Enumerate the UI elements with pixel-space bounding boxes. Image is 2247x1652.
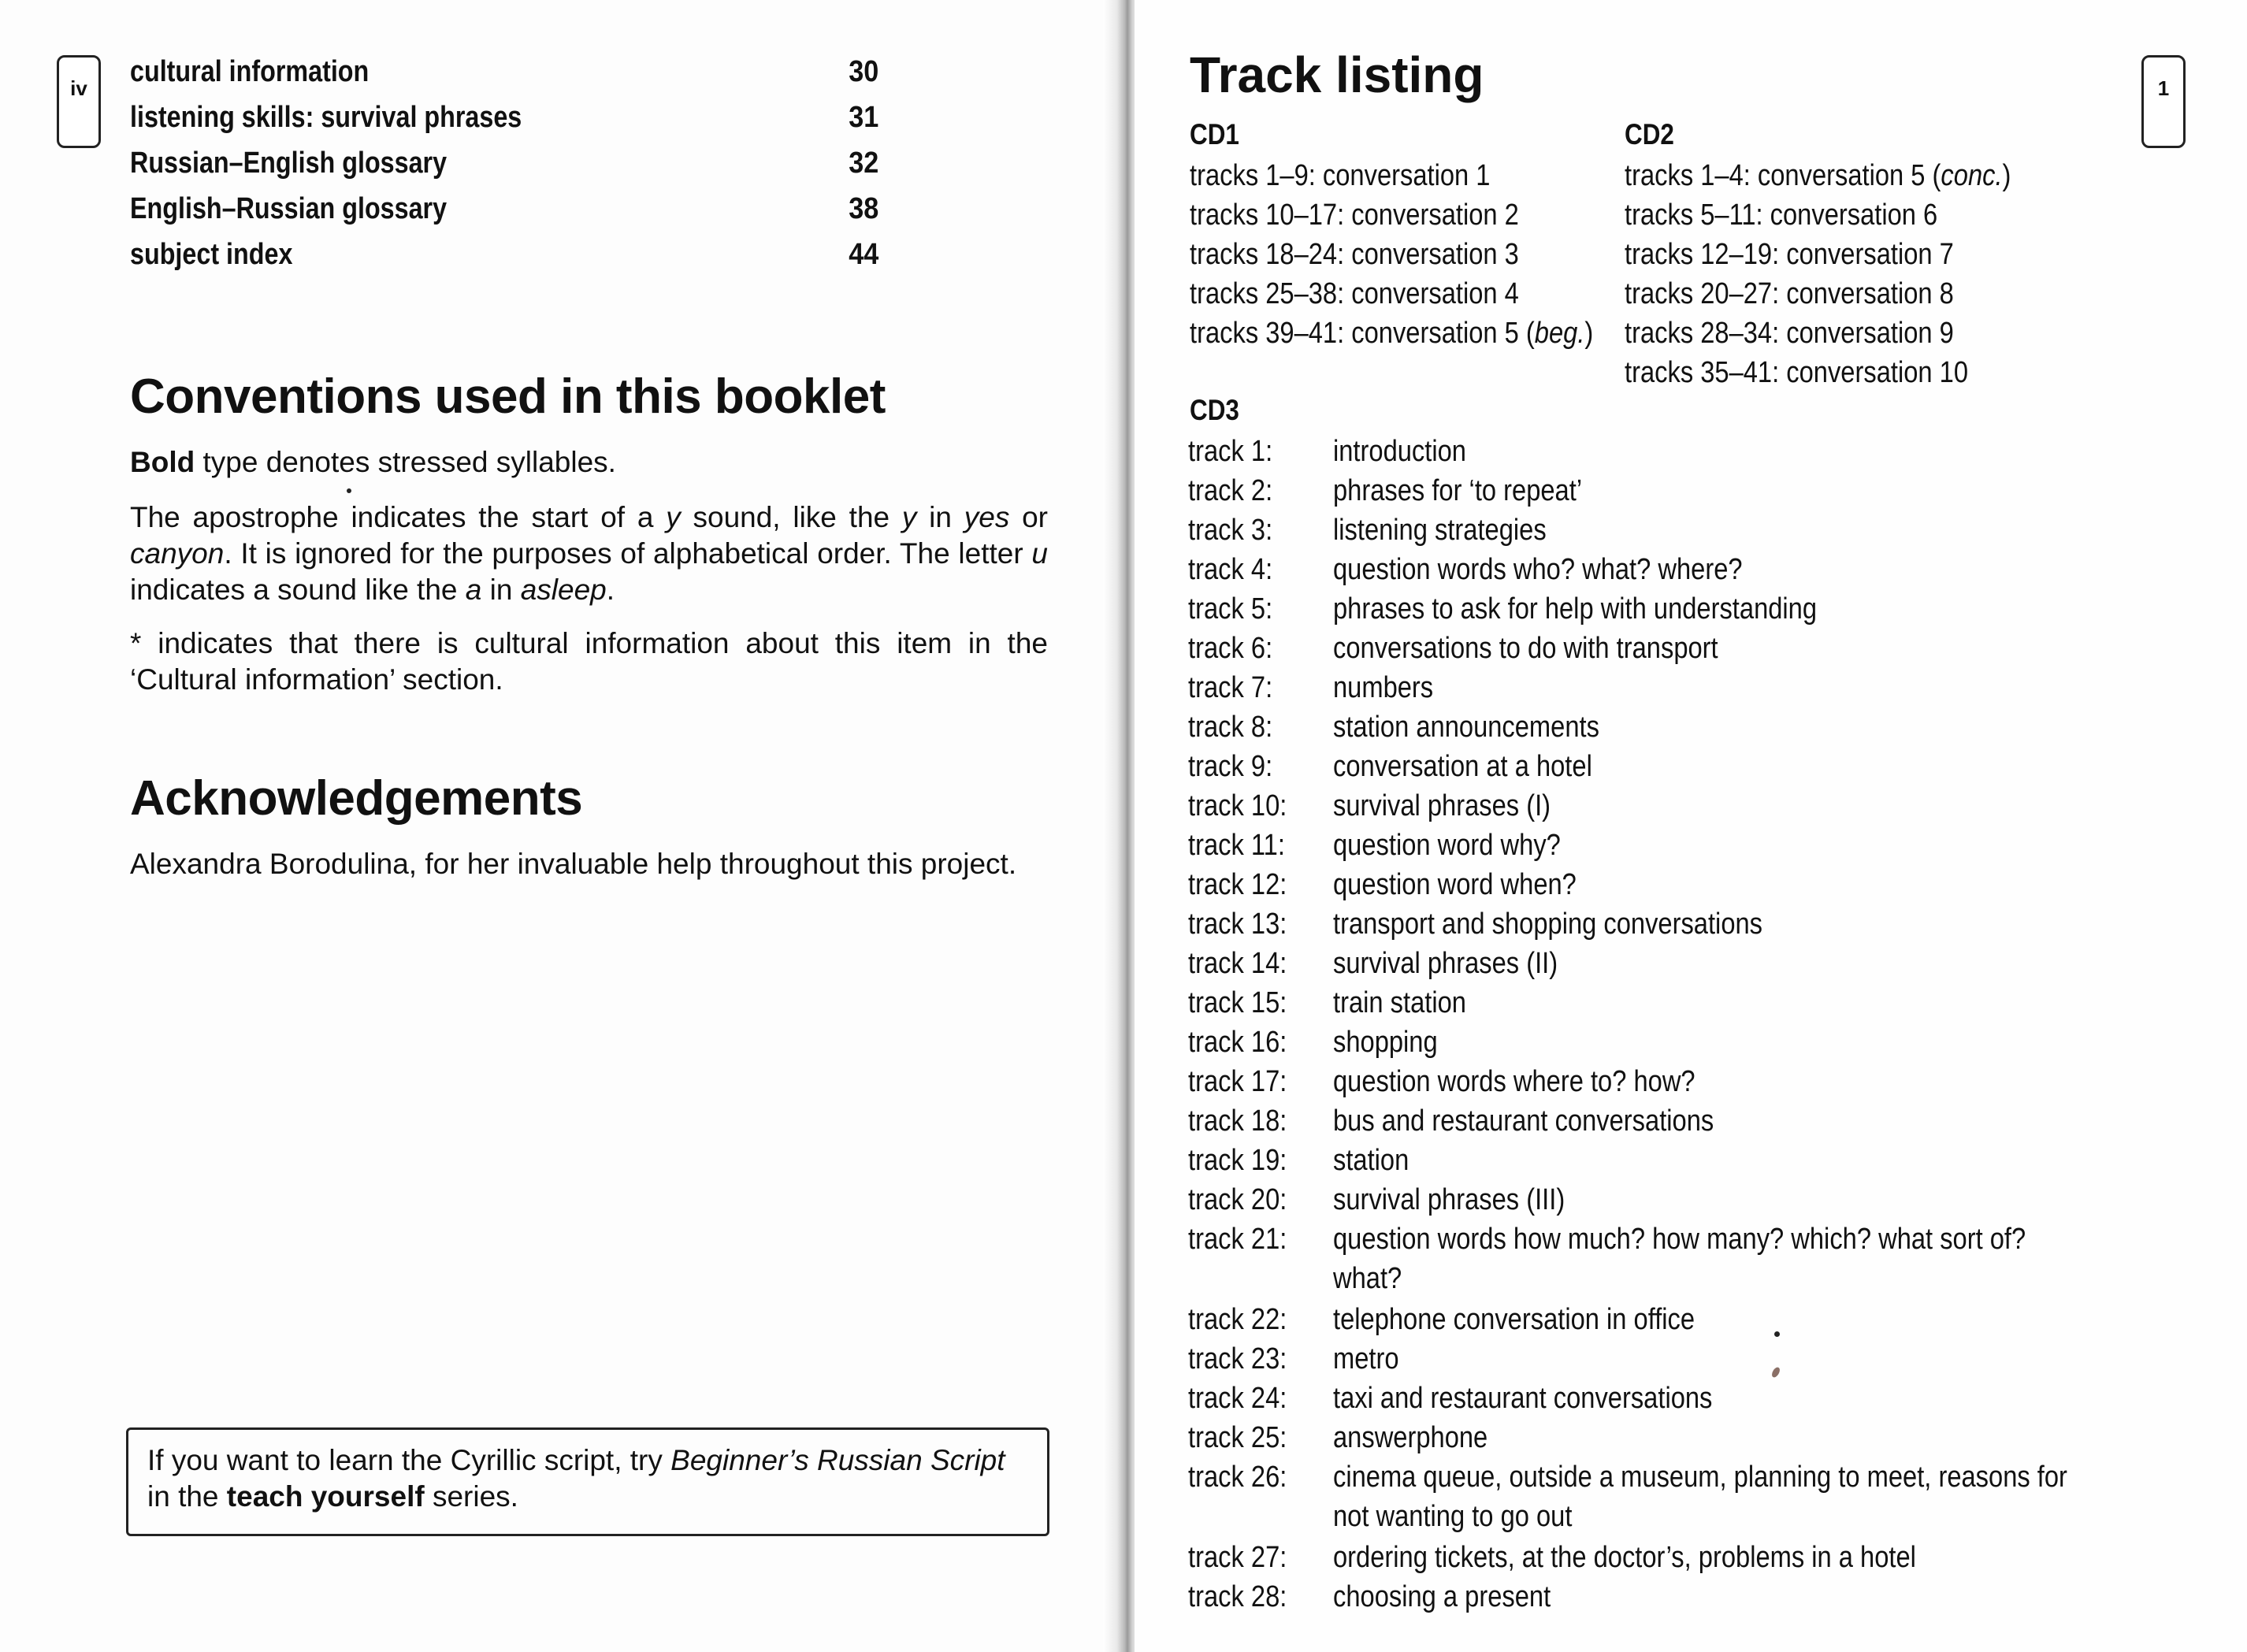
list-item: tracks 10–17: conversation 2 — [1190, 199, 1519, 232]
track-description: telephone conversation in office — [1333, 1303, 1695, 1336]
text-run: in the — [147, 1480, 227, 1513]
italic-run: conc. — [1941, 159, 2003, 192]
track-number: track 20: — [1188, 1183, 1287, 1216]
cd3-heading: CD3 — [1190, 394, 1239, 426]
table-row — [1188, 432, 2212, 471]
text-run: tracks 1–4: conversation 5 ( — [1625, 159, 1941, 192]
track-number: track 18: — [1188, 1104, 1287, 1138]
track-number: track 16: — [1188, 1026, 1287, 1059]
track-description: question words where to? how? — [1333, 1065, 1695, 1098]
track-number: track 17: — [1188, 1065, 1287, 1098]
table-row — [1188, 1300, 2212, 1339]
list-item: tracks 35–41: conversation 10 — [1625, 356, 1969, 389]
contents-entry — [130, 95, 878, 140]
track-description: survival phrases (III) — [1333, 1183, 1565, 1216]
list-item: tracks 20–27: conversation 8 — [1625, 277, 1954, 310]
text-run: The apostrophe indicates the start of a — [130, 501, 667, 533]
cyrillic-script-infobox — [126, 1427, 1049, 1536]
italic-run: a — [465, 574, 482, 606]
page-number-tab-right — [2141, 55, 2186, 148]
track-number: track 25: — [1188, 1421, 1287, 1454]
italic-run: asleep — [520, 574, 607, 606]
conventions-asterisk-note: * indicates that there is cultural information about this item in the ‘Cultural information’ section. — [130, 627, 1048, 696]
table-row — [1188, 1379, 2212, 1418]
list-item — [1190, 314, 1593, 353]
track-number: track 1: — [1188, 435, 1273, 468]
table-row — [1188, 786, 2212, 826]
table-row — [1188, 1577, 2212, 1617]
track-description: ordering tickets, at the doctor’s, problems in a hotel — [1333, 1541, 1916, 1574]
track-description: survival phrases (II) — [1333, 947, 1558, 980]
ink-speck — [1774, 1331, 1780, 1337]
contents-entry-page: 30 — [848, 54, 878, 88]
track-number: track 9: — [1188, 750, 1273, 783]
italic-run: y — [901, 501, 917, 533]
contents-entry — [130, 232, 878, 277]
table-row — [1188, 1101, 2212, 1141]
table-row — [1188, 1220, 2212, 1300]
text-run: in — [916, 501, 964, 533]
cd2-track-list — [1625, 156, 2074, 392]
track-number: track 24: — [1188, 1382, 1287, 1415]
book-title: Beginner’s Russian Script — [670, 1444, 1005, 1476]
ink-speck — [347, 488, 351, 493]
table-row — [1188, 707, 2212, 747]
track-description: conversations to do with transport — [1333, 632, 1718, 665]
text-run: type denotes stressed syllables. — [195, 446, 616, 478]
text-run: . It is ignored for the purposes of alphabetical order. The letter — [224, 537, 1032, 570]
table-row — [1188, 944, 2212, 983]
contents-entry-page: 38 — [848, 191, 878, 225]
series-name: teach yourself — [226, 1480, 425, 1513]
contents-entry-page: 31 — [848, 100, 878, 134]
track-description: phrases for ‘to repeat’ — [1333, 474, 1583, 507]
table-row — [1188, 510, 2212, 550]
track-description: cinema queue, outside a museum, planning to meet, reasons for not wanting to go out — [1333, 1461, 2067, 1533]
track-number: track 7: — [1188, 671, 1273, 704]
track-description: question word why? — [1333, 829, 1561, 862]
table-row — [1188, 747, 2212, 786]
page-number: 1 — [2157, 76, 2170, 100]
contents-entry-label: subject index — [130, 237, 293, 271]
list-item: tracks 1–9: conversation 1 — [1190, 159, 1491, 192]
contents-list — [130, 49, 878, 277]
contents-entry-page: 44 — [848, 237, 878, 271]
track-number: track 23: — [1188, 1342, 1287, 1375]
list-item: tracks 18–24: conversation 3 — [1190, 238, 1519, 271]
contents-entry — [130, 49, 878, 95]
table-row — [1188, 1418, 2212, 1457]
cd2-heading: CD2 — [1625, 118, 1674, 150]
track-number: track 6: — [1188, 632, 1273, 665]
table-row — [1188, 629, 2212, 668]
page-number-tab-left — [57, 55, 101, 148]
track-description: question words how much? how many? which? what sort of? what? — [1333, 1223, 2026, 1295]
conventions-heading: Conventions used in this booklet — [130, 369, 886, 424]
list-item — [1625, 156, 2011, 195]
table-row — [1188, 589, 2212, 629]
track-number: track 8: — [1188, 711, 1273, 744]
table-row — [1188, 1141, 2212, 1180]
contents-entry — [130, 186, 878, 232]
contents-entry-page: 32 — [848, 146, 878, 180]
italic-run: yes — [964, 501, 1010, 533]
track-number: track 22: — [1188, 1303, 1287, 1336]
contents-entry-label: Russian–English glossary — [130, 146, 448, 180]
text-run: in — [481, 574, 521, 606]
table-row — [1188, 1023, 2212, 1062]
acknowledgements-heading: Acknowledgements — [130, 771, 583, 826]
list-item: tracks 25–38: conversation 4 — [1190, 277, 1519, 310]
text-run: tracks 39–41: conversation 5 ( — [1190, 317, 1535, 350]
track-description: station — [1333, 1144, 1409, 1177]
track-description: listening strategies — [1333, 514, 1547, 547]
table-row — [1188, 904, 2212, 944]
italic-run: u — [1031, 537, 1048, 570]
conventions-bold-note — [130, 444, 1048, 481]
text-run: If you want to learn the Cyrillic script, try — [147, 1444, 671, 1476]
track-description: answerphone — [1333, 1421, 1488, 1454]
track-description: introduction — [1333, 435, 1466, 468]
track-number: track 5: — [1188, 592, 1273, 626]
table-row — [1188, 826, 2212, 865]
contents-entry-label: listening skills: survival phrases — [130, 100, 522, 134]
cd3-track-list — [1188, 432, 2212, 1617]
text-run: series. — [424, 1480, 518, 1513]
track-number: track 10: — [1188, 789, 1287, 822]
track-description: metro — [1333, 1342, 1399, 1375]
track-description: transport and shopping conversations — [1333, 908, 1763, 941]
track-description: numbers — [1333, 671, 1434, 704]
track-description: taxi and restaurant conversations — [1333, 1382, 1713, 1415]
track-description: survival phrases (I) — [1333, 789, 1551, 822]
track-number: track 11: — [1188, 829, 1285, 862]
text-run: sound, like the — [680, 501, 902, 533]
cd1-heading: CD1 — [1190, 118, 1239, 150]
track-number: track 13: — [1188, 908, 1287, 941]
table-row — [1188, 983, 2212, 1023]
bold-word: Bold — [130, 446, 195, 478]
contents-entry-label: cultural information — [130, 54, 370, 88]
italic-run: beg. — [1534, 317, 1585, 350]
list-item: tracks 12–19: conversation 7 — [1625, 238, 1954, 271]
track-number: track 14: — [1188, 947, 1287, 980]
table-row — [1188, 550, 2212, 589]
track-number: track 4: — [1188, 553, 1273, 586]
text-run: indicates a sound like the — [130, 574, 466, 606]
page-title: Track listing — [1190, 46, 1484, 103]
text-run: ) — [1584, 317, 1594, 350]
track-description: choosing a present — [1333, 1580, 1551, 1613]
track-description: question words who? what? where? — [1333, 553, 1743, 586]
italic-run: canyon — [130, 537, 225, 570]
track-description: shopping — [1333, 1026, 1438, 1059]
table-row — [1188, 471, 2212, 510]
track-number: track 2: — [1188, 474, 1273, 507]
track-description: station announcements — [1333, 711, 1599, 744]
track-number: track 26: — [1188, 1461, 1287, 1494]
track-number: track 12: — [1188, 868, 1287, 901]
table-row — [1188, 668, 2212, 707]
table-row — [1188, 1457, 2212, 1538]
acknowledgements-text: Alexandra Borodulina, for her invaluable help throughout this project. — [130, 848, 1017, 880]
cd1-track-list — [1190, 156, 1659, 353]
table-row — [1188, 865, 2212, 904]
contents-entry-label: English–Russian glossary — [130, 191, 448, 225]
text-run: . — [606, 574, 615, 606]
track-number: track 28: — [1188, 1580, 1287, 1613]
track-number: track 21: — [1188, 1223, 1287, 1256]
track-number: track 19: — [1188, 1144, 1287, 1177]
track-number: track 27: — [1188, 1541, 1287, 1574]
text-run: ) — [2002, 159, 2011, 192]
text-run: or — [1009, 501, 1049, 533]
list-item: tracks 28–34: conversation 9 — [1625, 317, 1954, 350]
table-row — [1188, 1538, 2212, 1577]
conventions-apostrophe-note — [130, 499, 1048, 608]
table-row — [1188, 1339, 2212, 1379]
track-description: bus and restaurant conversations — [1333, 1104, 1714, 1138]
track-number: track 15: — [1188, 986, 1287, 1019]
list-item: tracks 5–11: conversation 6 — [1625, 199, 1938, 232]
page-number: iv — [70, 76, 87, 100]
contents-entry — [130, 140, 878, 186]
track-description: question word when? — [1333, 868, 1577, 901]
track-description: phrases to ask for help with understanding — [1333, 592, 1818, 626]
italic-run: y — [666, 501, 681, 533]
track-description: train station — [1333, 986, 1466, 1019]
track-description: conversation at a hotel — [1333, 750, 1592, 783]
track-number: track 3: — [1188, 514, 1273, 547]
table-row — [1188, 1062, 2212, 1101]
table-row — [1188, 1180, 2212, 1220]
